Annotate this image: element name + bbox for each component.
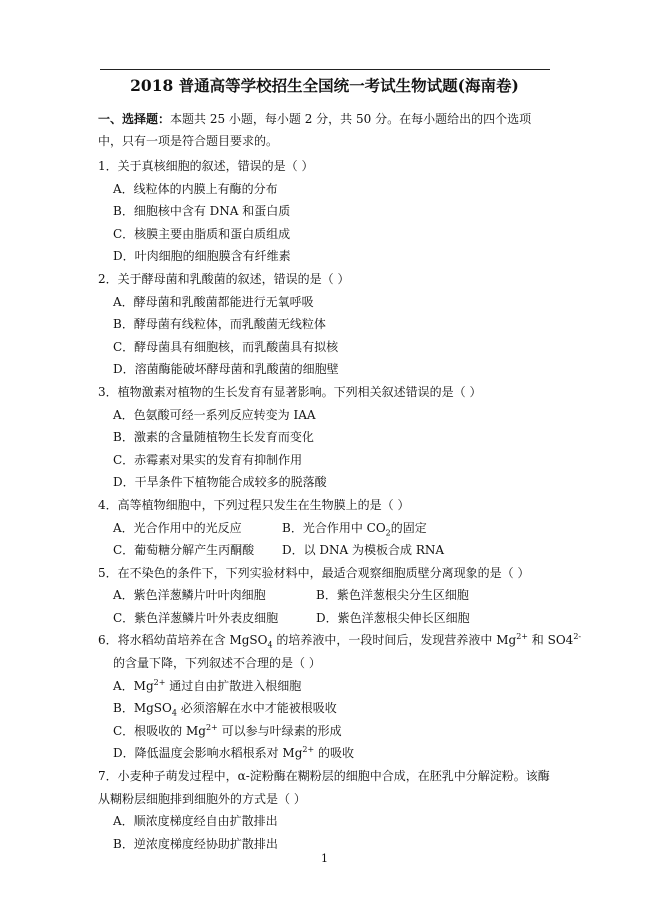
- option-b: B．酵母菌有线粒体，而乳酸菌无线粒体: [113, 317, 326, 332]
- option-c: [98, 720, 550, 743]
- question-6: [98, 629, 582, 765]
- superscript: 2+: [516, 632, 528, 642]
- option-b: [282, 517, 427, 540]
- option-text: B．MgSO: [113, 701, 172, 716]
- question-3: [98, 381, 550, 494]
- option-b: B．细胞核中含有 DNA 和蛋白质: [113, 204, 291, 219]
- question-stem: 4．高等植物细胞中，下列过程只发生在生物膜上的是（ ）: [98, 497, 410, 512]
- option-c: C．赤霉素对果实的发育有抑制作用: [113, 452, 303, 467]
- question-5: [98, 562, 550, 630]
- question-stem-continued: 的含量下降，下列叙述不合理的是（ ）: [113, 656, 321, 671]
- superscript: 2+: [205, 722, 218, 732]
- option-row: [98, 517, 550, 540]
- option-d: D．以 DNA 为模板合成 RNA: [282, 543, 445, 558]
- option-d: D．叶肉细胞的细胞膜含有纤维素: [113, 249, 291, 264]
- subscript: 2: [385, 527, 391, 537]
- option-a: A．光合作用中的光反应: [113, 520, 242, 535]
- option-c: C．紫色洋葱鳞片叶外表皮细胞: [113, 610, 279, 625]
- option-b-text-end: 的固定: [390, 520, 427, 535]
- stem-text: 的培养液中，一段时间后，发现营养液中 Mg: [272, 633, 517, 648]
- question-4: [98, 494, 550, 562]
- stem-text: 和 SO4: [527, 633, 574, 648]
- question-2: [98, 268, 550, 381]
- superscript: 2+: [302, 745, 315, 755]
- option-row: [98, 584, 550, 607]
- option-b-text: B．光合作用中 CO: [282, 520, 386, 535]
- page-title: 2018 普通高等学校招生全国统一考试生物试题(海南卷): [130, 76, 519, 95]
- option-d: D．溶菌酶能破坏酵母菌和乳酸菌的细胞壁: [113, 362, 339, 377]
- superscript: 2-: [573, 632, 582, 642]
- page-number: 1: [321, 852, 328, 865]
- question-1: [98, 155, 550, 268]
- option-c: C．葡萄糖分解产生丙酮酸: [113, 543, 255, 558]
- option-text: A．Mg: [113, 678, 154, 693]
- option-text: 通过自由扩散进入根细胞: [165, 678, 302, 693]
- option-text: 可以参与叶绿素的形成: [217, 723, 342, 738]
- top-rule: [100, 69, 550, 70]
- option-b: B．紫色洋葱根尖分生区细胞: [316, 588, 469, 603]
- question-stem: 5．在不染色的条件下，下列实验材料中，最适合观察细胞质壁分离现象的是（ ）: [98, 565, 530, 580]
- subscript: 4: [171, 708, 177, 718]
- section-instructions: 本题共 25 小题，每小题 2 分，共 50 分。在每小题给出的四个选项中，只有一项是符合题目要求的。: [98, 112, 532, 148]
- option-c: C．酵母菌具有细胞核，而乳酸菌具有拟核: [113, 339, 339, 354]
- superscript: 2+: [153, 677, 166, 687]
- option-b: [98, 697, 550, 720]
- stem-text: 6．将水稻幼苗培养在含 MgSO: [98, 633, 268, 648]
- question-stem: 2．关于酵母菌和乳酸菌的叙述，错误的是（ ）: [98, 271, 350, 286]
- option-a: A．顺浓度梯度经自由扩散排出: [113, 814, 278, 829]
- option-row: [98, 539, 550, 562]
- section-intro: [98, 109, 550, 152]
- option-b: B．逆浓度梯度经协助扩散排出: [113, 836, 278, 851]
- option-text: 必须溶解在水中才能被根吸收: [176, 701, 337, 716]
- option-d: D．干旱条件下植物能合成较多的脱落酸: [113, 475, 327, 490]
- section-label: 一、选择题：: [98, 112, 171, 126]
- exam-content: [98, 109, 582, 855]
- option-a: A．线粒体的内膜上有酶的分布: [113, 181, 278, 196]
- question-stem: [98, 629, 582, 652]
- option-d: [98, 742, 550, 765]
- option-c: C．核膜主要由脂质和蛋白质组成: [113, 226, 291, 241]
- option-text: C．根吸收的 Mg: [113, 723, 206, 738]
- option-d: D．紫色洋葱根尖伸长区细胞: [316, 610, 470, 625]
- question-stem: 7．小麦种子萌发过程中，α-淀粉酶在糊粉层的细胞中合成，在胚乳中分解淀粉。该酶从糊粉层细胞排到细胞外的方式是（ ）: [98, 769, 550, 806]
- subscript: 4: [267, 640, 273, 650]
- option-text: D．降低温度会影响水稻根系对 Mg: [113, 746, 303, 761]
- option-text: 的吸收: [314, 746, 355, 761]
- question-stem: 1．关于真核细胞的叙述，错误的是（ ）: [98, 159, 314, 173]
- option-b: B．激素的含量随植物生长发育而变化: [113, 430, 314, 445]
- question-7: [98, 765, 550, 855]
- question-stem: 3．植物激素对植物的生长发育有显著影响。下列相关叙述错误的是（ ）: [98, 384, 482, 399]
- option-row: [98, 607, 550, 630]
- option-a: [98, 675, 550, 698]
- option-a: A．紫色洋葱鳞片叶叶肉细胞: [113, 588, 266, 603]
- option-a: A．酵母菌和乳酸菌都能进行无氧呼吸: [113, 294, 314, 309]
- option-a: A．色氨酸可经一系列反应转变为 IAA: [113, 407, 316, 422]
